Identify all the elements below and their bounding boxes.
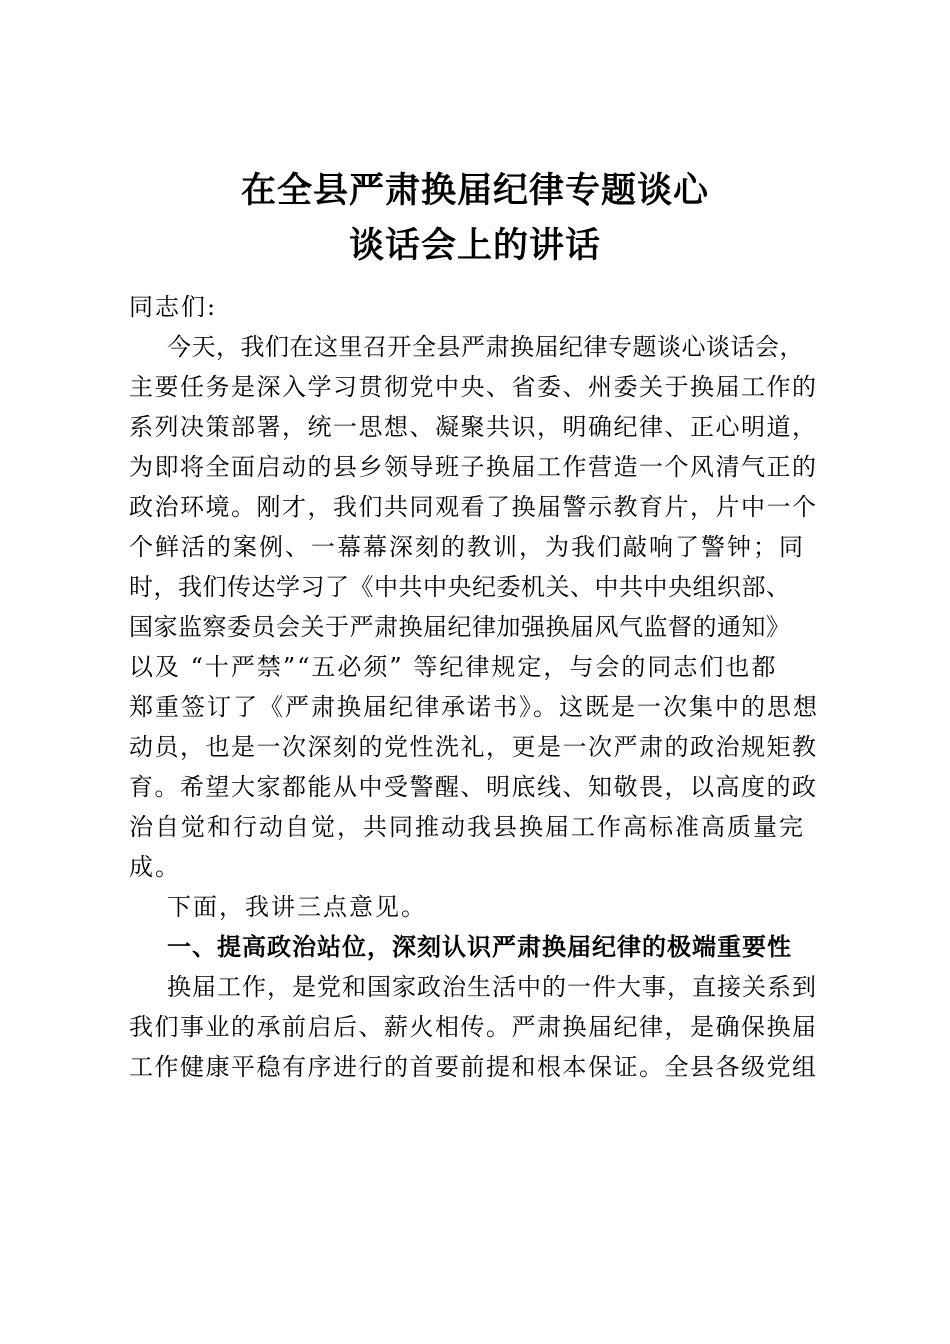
paragraph-line: 动员，也是一次深刻的党性洗礼，更是一次严肃的政治规矩教 bbox=[129, 733, 818, 761]
paragraph-line: 工作健康平稳有序进行的首要前提和根本保证。全县各级党组 bbox=[129, 1053, 818, 1081]
paragraph-line: 治自觉和行动自觉，共同推动我县换届工作高标准高质量完 bbox=[129, 813, 805, 841]
salutation: 同志们: bbox=[129, 293, 218, 321]
paragraph-line: 以及 “十严禁”“五必须” 等纪律规定，与会的同志们也都 bbox=[129, 653, 778, 681]
paragraph-line: 为即将全面启动的县乡领导班子换届工作营造一个风清气正的 bbox=[129, 453, 818, 481]
paragraph-line: 时，我们传达学习了《中共中央纪委机关、中共中央组织部、 bbox=[129, 573, 791, 601]
paragraph-line: 郑重签订了《严肃换届纪律承诺书》。这既是一次集中的思想 bbox=[129, 693, 819, 721]
paragraph-line: 我们事业的承前启后、薪火相传。严肃换届纪律，是确保换届 bbox=[129, 1013, 818, 1041]
paragraph-line: 今天，我们在这里召开全县严肃换届纪律专题谈心谈话会， bbox=[167, 333, 804, 361]
paragraph-line: 个鲜活的案例、一幕幕深刻的教训，为我们敲响了警钟；同 bbox=[129, 533, 805, 561]
paragraph-line: 主要任务是深入学习贯彻党中央、省委、州委关于换届工作的 bbox=[129, 373, 818, 401]
title-line-2: 谈话会上的讲话 bbox=[348, 225, 601, 266]
paragraph-line: 换届工作，是党和国家政治生活中的一件大事，直接关系到 bbox=[167, 973, 817, 1001]
paragraph-line: 育。希望大家都能从中受警醒、明底线、知敬畏，以高度的政 bbox=[129, 773, 818, 801]
paragraph-line: 国家监察委员会关于严肃换届纪律加强换届风气监督的通知》 bbox=[129, 613, 791, 641]
paragraph-line: 系列决策部署，统一思想、凝聚共识，明确纪律、正心明道， bbox=[129, 413, 818, 441]
title-line-1: 在全县严肃换届纪律专题谈心 bbox=[240, 170, 709, 211]
paragraph-line: 下面，我讲三点意见。 bbox=[167, 893, 427, 921]
document-body bbox=[129, 287, 829, 1087]
document-title bbox=[0, 163, 950, 273]
paragraph-line: 政治环境。刚才，我们共同观看了换届警示教育片，片中一个 bbox=[129, 493, 818, 521]
section-heading: 一、提高政治站位，深刻认识严肃换届纪律的极端重要性 bbox=[167, 933, 792, 961]
paragraph-line: 成。 bbox=[129, 853, 181, 881]
